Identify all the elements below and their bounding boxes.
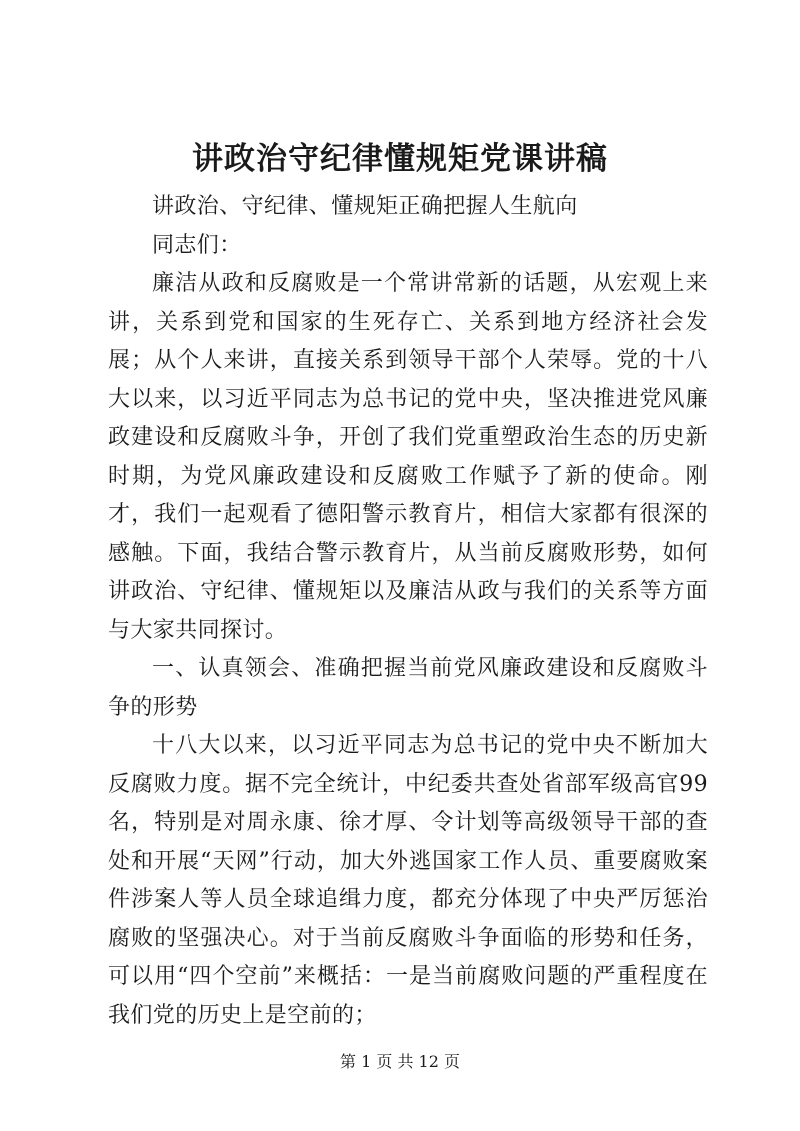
intro-paragraph: 廉洁从政和反腐败是一个常讲常新的话题，从宏观上来讲，关系到党和国家的生死存亡、关系到地方经济社会发展；从个人来讲，直接关系到领导干部个人荣辱。党的十八大以来，以习近平同志为总书记的党中央，坚决推进党风廉政建设和反腐败斗争，开创了我们党重塑政治生态的历史新时期，为党风廉政建设和反腐败工作赋予了新的使命。刚才，我们一起观看了德阳警示教育片，相信大家都有很深的感触。下面，我结合警示教育片，从当前反腐败形势，如何讲政治、守纪律、懂规矩以及廉洁从政与我们的关系等方面与大家共同探讨。 [108, 271, 708, 643]
salutation-paragraph: 同志们： [152, 232, 242, 258]
section-heading-1: 一、认真领会、准确把握当前党风廉政建设和反腐败斗争的形势 [108, 656, 708, 720]
subtitle-paragraph: 讲政治、守纪律、懂规矩正确把握人生航向 [152, 194, 578, 219]
document-body [108, 188, 708, 1035]
page-number-footer: 第 1 页 共 12 页 [340, 1052, 460, 1071]
section-paragraph-1: 十八大以来，以习近平同志为总书记的党中央不断加大反腐败力度。据不完全统计，中纪委共查处省部军级高官99名，特别是对周永康、徐才厚、令计划等高级领导干部的查处和开展“天网”行动，加大外逃国家工作人员、重要腐败案件涉案人等人员全球追缉力度，都充分体现了中央严厉惩治腐败的坚强决心。对于当前反腐败斗争面临的形势和任务，可以用“四个空前”来概括：一是当前腐败问题的严重程度在我们党的历史上是空前的； [108, 733, 708, 1028]
document-title: 讲政治守纪律懂规矩党课讲稿 [192, 141, 608, 177]
